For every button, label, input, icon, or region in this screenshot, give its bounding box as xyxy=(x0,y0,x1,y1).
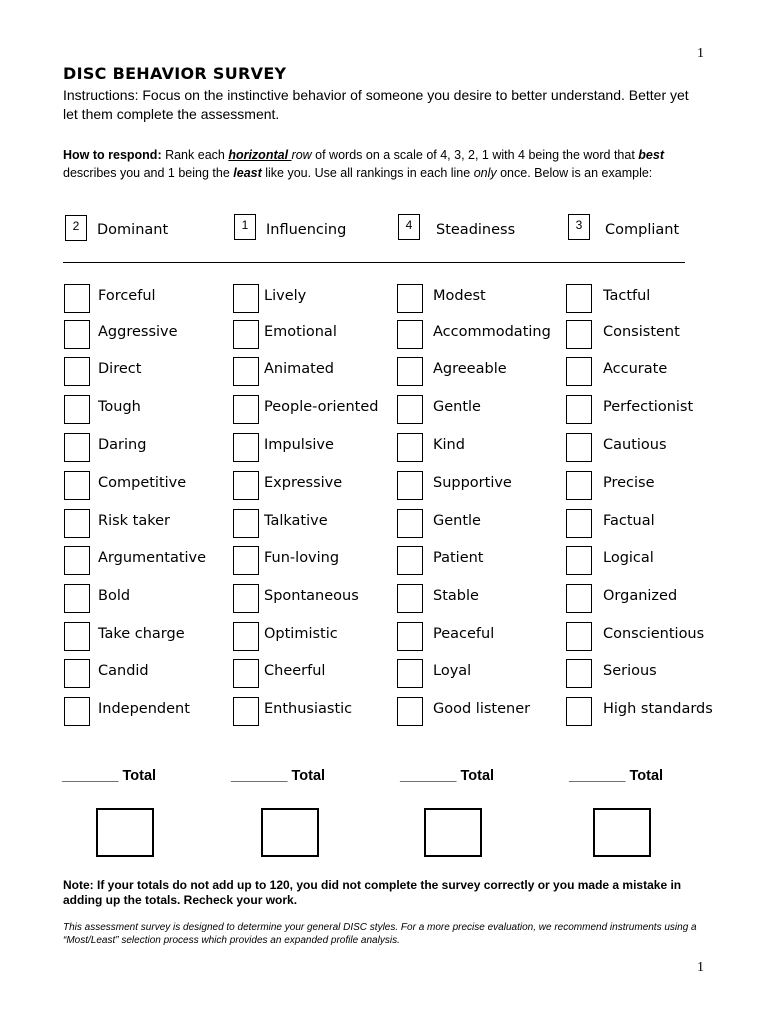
disclaimer-text: This assessment survey is designed to determine your general DISC styles. For a more precise evaluation, we recommend instruments using a “Most/Least” selection process which provides an expanded profile analysis. xyxy=(63,922,697,946)
rank-box[interactable] xyxy=(64,284,90,313)
word-label: Enthusiastic xyxy=(264,701,353,717)
rank-box[interactable] xyxy=(566,509,592,538)
total-box-c[interactable] xyxy=(593,808,651,857)
word-label: High standards xyxy=(603,701,713,717)
respond-text-3: describes you and 1 being the xyxy=(63,166,234,180)
rank-box[interactable] xyxy=(397,433,423,462)
rank-box[interactable] xyxy=(233,320,259,349)
example-rank-influencing: 1 xyxy=(234,214,256,240)
word-label: Lively xyxy=(264,288,307,304)
rank-box[interactable] xyxy=(566,584,592,613)
word-label: Supportive xyxy=(433,475,512,491)
rank-box[interactable] xyxy=(233,584,259,613)
word-label: Loyal xyxy=(433,663,472,679)
rank-box[interactable] xyxy=(566,546,592,575)
rank-box[interactable] xyxy=(397,284,423,313)
rank-box[interactable] xyxy=(566,622,592,651)
example-label-dominant: Dominant xyxy=(97,222,169,238)
rank-box[interactable] xyxy=(233,357,259,386)
word-label: Precise xyxy=(603,475,655,491)
divider-line xyxy=(63,262,685,263)
page-title: DISC BEHAVIOR SURVEY xyxy=(63,64,287,83)
how-to-respond-label: How to respond: xyxy=(63,148,162,162)
word-label: Bold xyxy=(98,588,131,604)
instructions-text: Instructions: Focus on the instinctive behavior of someone you desire to better understand. Better yet let them complete the assessment. xyxy=(63,87,689,122)
word-label: Patient xyxy=(433,550,484,566)
total-label-i: _______ Total xyxy=(231,768,326,784)
rank-box[interactable] xyxy=(397,659,423,688)
word-label: Tactful xyxy=(603,288,651,304)
word-label: Candid xyxy=(98,663,149,679)
word-label: Forceful xyxy=(98,288,156,304)
rank-box[interactable] xyxy=(233,284,259,313)
note-text: Note: If your totals do not add up to 120, you did not complete the survey correctly or you made a mistake in adding up the totals. Recheck your work. xyxy=(63,878,682,907)
word-label: Accommodating xyxy=(433,324,551,340)
rank-box[interactable] xyxy=(64,622,90,651)
rank-box[interactable] xyxy=(566,395,592,424)
rank-box[interactable] xyxy=(233,622,259,651)
word-label: Independent xyxy=(98,701,190,717)
word-label: Spontaneous xyxy=(264,588,359,604)
word-label: Expressive xyxy=(264,475,343,491)
word-label: Kind xyxy=(433,437,465,453)
respond-row: row xyxy=(291,148,312,162)
example-label-compliant: Compliant xyxy=(605,222,680,238)
rank-box[interactable] xyxy=(233,509,259,538)
example-rank-compliant: 3 xyxy=(568,214,590,240)
respond-text-2: of words on a scale of 4, 3, 2, 1 with 4 being the word that xyxy=(311,148,639,162)
word-label: Direct xyxy=(98,361,142,377)
rank-box[interactable] xyxy=(397,546,423,575)
total-label-d: _______ Total xyxy=(62,768,157,784)
word-label: Accurate xyxy=(603,361,668,377)
rank-box[interactable] xyxy=(64,433,90,462)
word-label: Animated xyxy=(264,361,334,377)
respond-horizontal: horizontal xyxy=(228,148,292,162)
page-number-bottom: 1 xyxy=(697,960,704,975)
word-label: Aggressive xyxy=(98,324,178,340)
rank-box[interactable] xyxy=(397,622,423,651)
word-label: Agreeable xyxy=(433,361,507,377)
rank-box[interactable] xyxy=(566,471,592,500)
rank-box[interactable] xyxy=(233,697,259,726)
rank-box[interactable] xyxy=(397,509,423,538)
rank-box[interactable] xyxy=(566,357,592,386)
respond-text-1: Rank each xyxy=(161,148,229,162)
rank-box[interactable] xyxy=(64,659,90,688)
respond-only: only xyxy=(473,166,497,180)
total-box-d[interactable] xyxy=(96,808,154,857)
rank-box[interactable] xyxy=(566,320,592,349)
rank-box[interactable] xyxy=(64,509,90,538)
word-label: Talkative xyxy=(264,513,328,529)
rank-box[interactable] xyxy=(397,357,423,386)
rank-box[interactable] xyxy=(64,697,90,726)
word-label: Argumentative xyxy=(98,550,207,566)
rank-box[interactable] xyxy=(64,395,90,424)
rank-box[interactable] xyxy=(233,471,259,500)
word-label: Optimistic xyxy=(264,626,338,642)
respond-best: best xyxy=(638,148,664,162)
word-label: Impulsive xyxy=(264,437,334,453)
rank-box[interactable] xyxy=(64,471,90,500)
page-number-top: 1 xyxy=(697,46,704,61)
rank-box[interactable] xyxy=(566,284,592,313)
rank-box[interactable] xyxy=(397,697,423,726)
word-label: Conscientious xyxy=(603,626,705,642)
rank-box[interactable] xyxy=(233,546,259,575)
word-label: Consistent xyxy=(603,324,680,340)
word-label: Gentle xyxy=(433,399,481,415)
rank-box[interactable] xyxy=(233,433,259,462)
word-label: Gentle xyxy=(433,513,481,529)
rank-box[interactable] xyxy=(233,395,259,424)
word-label: Emotional xyxy=(264,324,337,340)
total-box-i[interactable] xyxy=(261,808,319,857)
respond-text-4: like you. Use all rankings in each line xyxy=(261,166,474,180)
rank-box[interactable] xyxy=(566,697,592,726)
word-label: People-oriented xyxy=(264,399,379,415)
rank-box[interactable] xyxy=(566,659,592,688)
word-label: Logical xyxy=(603,550,654,566)
word-label: Good listener xyxy=(433,701,531,717)
word-label: Peaceful xyxy=(433,626,495,642)
example-rank-dominant: 2 xyxy=(65,215,87,241)
word-label: Serious xyxy=(603,663,657,679)
word-label: Perfectionist xyxy=(603,399,694,415)
word-label: Daring xyxy=(98,437,147,453)
word-label: Cautious xyxy=(603,437,667,453)
word-label: Fun-loving xyxy=(264,550,340,566)
total-box-s[interactable] xyxy=(424,808,482,857)
rank-box[interactable] xyxy=(64,546,90,575)
word-label: Take charge xyxy=(98,626,185,642)
word-label: Risk taker xyxy=(98,513,170,529)
word-label: Stable xyxy=(433,588,479,604)
word-label: Factual xyxy=(603,513,655,529)
rank-box[interactable] xyxy=(566,433,592,462)
respond-least: least xyxy=(233,166,262,180)
total-label-c: _______ Total xyxy=(569,768,664,784)
word-label: Cheerful xyxy=(264,663,326,679)
respond-text-5: once. Below is an example: xyxy=(496,166,653,180)
word-label: Competitive xyxy=(98,475,187,491)
rank-box[interactable] xyxy=(233,659,259,688)
rank-box[interactable] xyxy=(397,395,423,424)
rank-box[interactable] xyxy=(397,584,423,613)
how-to-respond xyxy=(63,146,703,182)
word-label: Modest xyxy=(433,288,486,304)
rank-box[interactable] xyxy=(64,357,90,386)
rank-box[interactable] xyxy=(64,584,90,613)
rank-box[interactable] xyxy=(397,320,423,349)
word-label: Tough xyxy=(98,399,141,415)
total-label-s: _______ Total xyxy=(400,768,495,784)
rank-box[interactable] xyxy=(397,471,423,500)
example-label-steadiness: Steadiness xyxy=(436,222,516,238)
example-rank-steadiness: 4 xyxy=(398,214,420,240)
rank-box[interactable] xyxy=(64,320,90,349)
example-label-influencing: Influencing xyxy=(266,222,347,238)
word-label: Organized xyxy=(603,588,678,604)
